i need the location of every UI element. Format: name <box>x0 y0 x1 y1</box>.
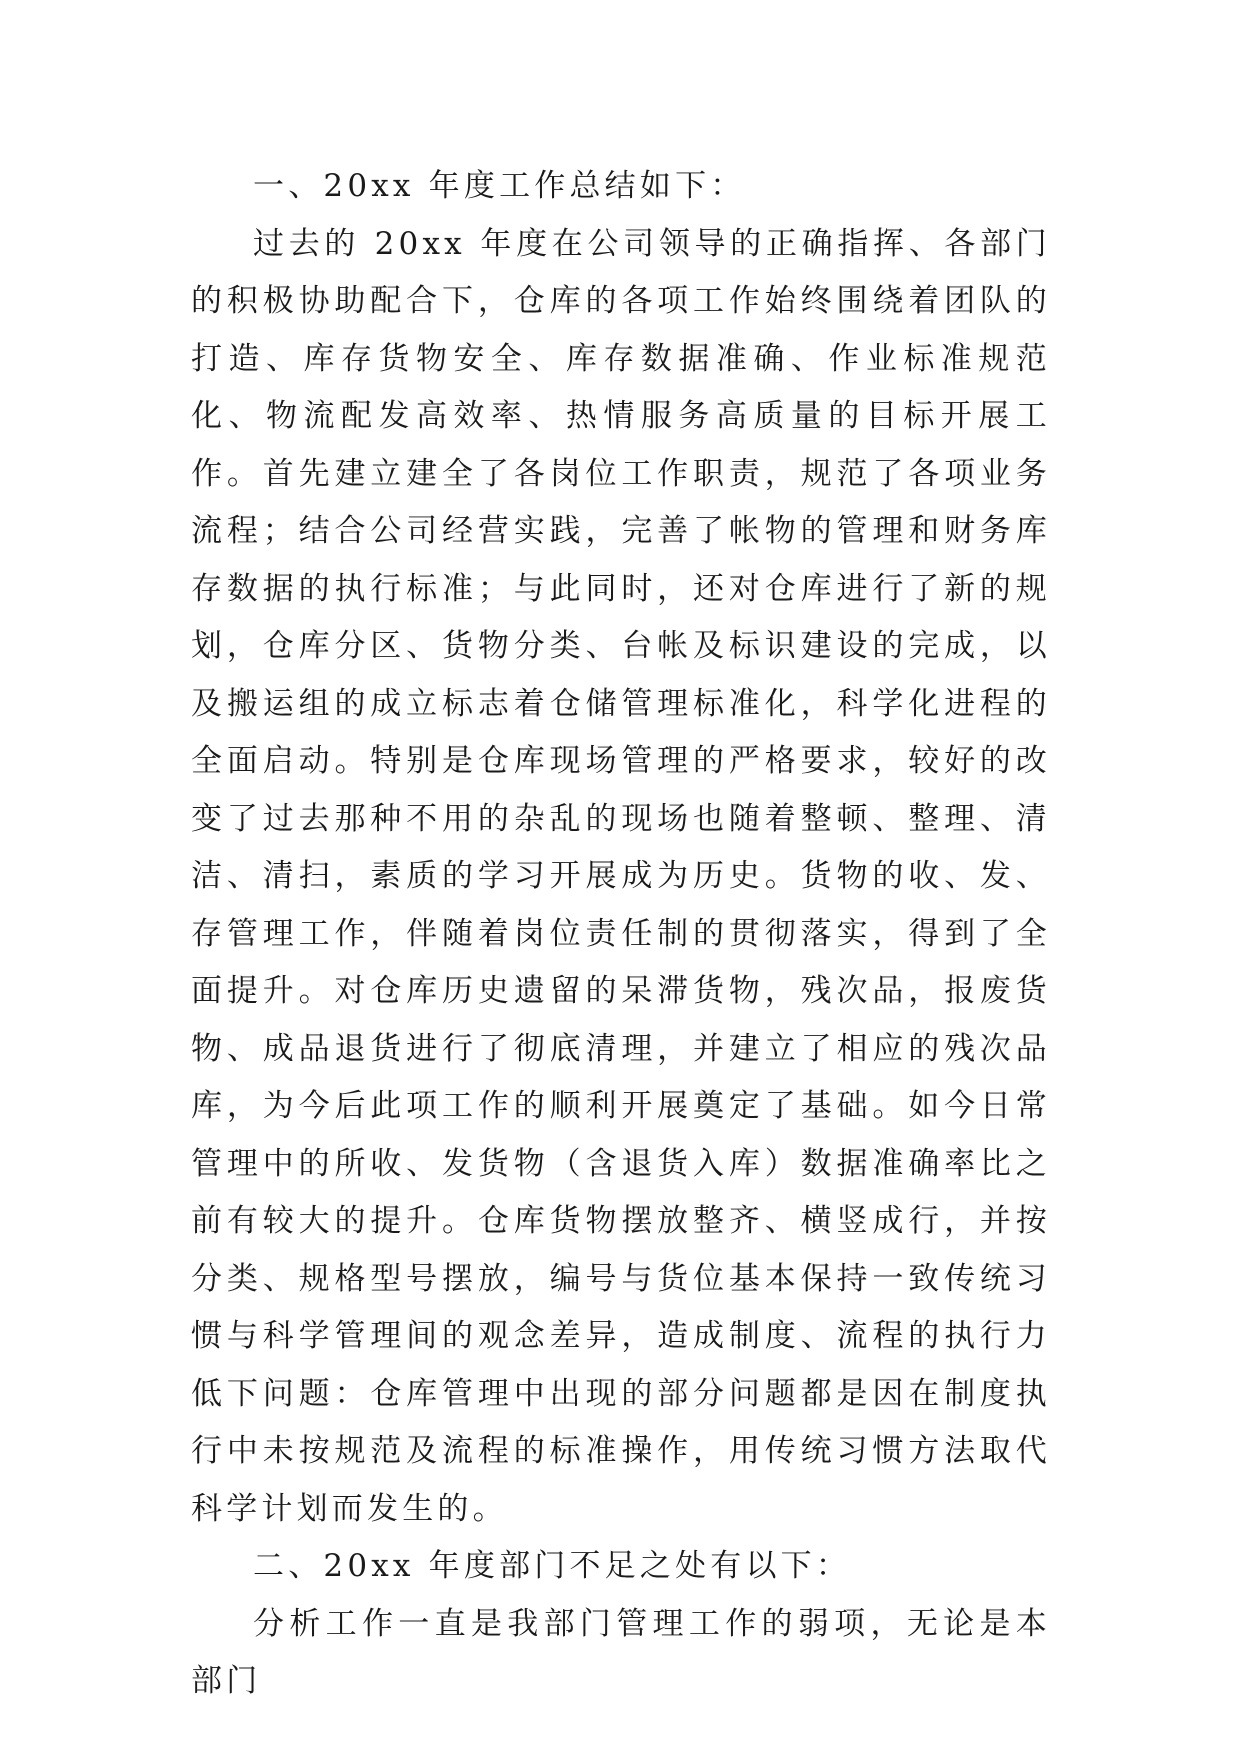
section-heading-2: 二、20xx 年度部门不足之处有以下： <box>253 1548 852 1584</box>
body-paragraph-1: 过去的 20xx 年度在公司领导的正确指挥、各部门的积极协助配合下，仓库的各项工作始终围绕着团队的打造、库存货物安全、库存数据准确、作业标准规范化、物流配发高效率、热情服务高质量的目标开展工作。首先建立建全了各岗位工作职责，规范了各项业务流程；结合公司经营实践，完善了帐物的管理和财务库存数据的执行标准；与此同时，还对仓库进行了新的规划，仓库分区、货物分类、台帐及标识建设的完成，以及搬运组的成立标志着仓储管理标准化，科学化进程的全面启动。特别是仓库现场管理的严格要求，较好的改变了过去那种不用的杂乱的现场也随着整顿、整理、清洁、清扫，素质的学习开展成为历史。货物的收、发、存管理工作，伴随着岗位责任制的贯彻落实，得到了全面提升。对仓库历史遗留的呆滞货物，残次品，报废货物、成品退货进行了彻底清理，并建立了相应的残次品库，为今后此项工作的顺利开展奠定了基础。如今日常管理中的所收、发货物（含退货入库）数据准确率比之前有较大的提升。仓库货物摆放整齐、横竖成行，并按分类、规格型号摆放，编号与货位基本保持一致传统习惯与科学管理间的观念差异，造成制度、流程的执行力低下问题：仓库管理中出现的部分问题都是因在制度执行中未按规范及流程的标准操作，用传统习惯方法取代科学计划而发生的。 <box>191 225 1051 1527</box>
document-body <box>191 158 1051 1711</box>
body-paragraph-2: 分析工作一直是我部门管理工作的弱项，无论是本部门 <box>191 1605 1051 1699</box>
section-heading-1: 一、20xx 年度工作总结如下： <box>253 168 746 204</box>
